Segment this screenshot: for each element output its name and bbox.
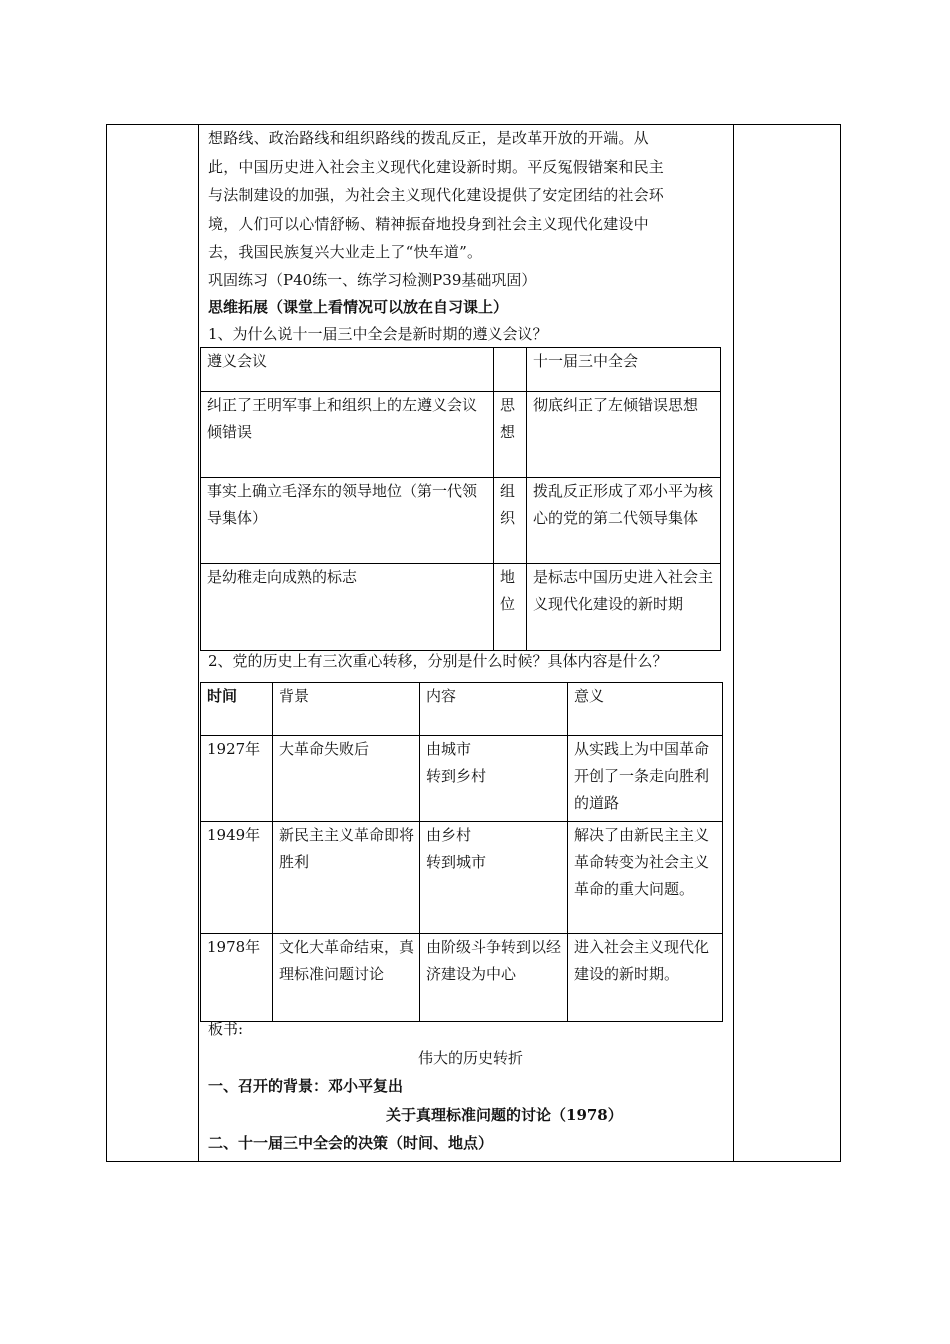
table-header-cell: 背景 [273,683,420,736]
table-cell: 1949年 [201,822,273,934]
table-row [201,348,721,392]
board-item-2: 二、十一届三中全会的决策（时间、地点） [208,1134,494,1152]
table-row [201,736,723,822]
table-cell: 进入社会主义现代化建设的新时期。 [568,934,723,1022]
board-item-1: 一、召开的背景：邓小平复出 [208,1077,404,1095]
table-header-cell: 时间 [201,683,273,736]
table-cell: 彻底纠正了左倾错误思想 [527,392,721,478]
practice-line: 巩固练习（P40练一、练学习检测P39基础巩固） [208,270,537,289]
comparison-table [200,347,721,651]
table-cell: 纠正了王明军事上和组织上的左遵义会议倾错误 [201,392,494,478]
table-cell: 是标志中国历史进入社会主义现代化建设的新时期 [527,564,721,651]
intro-line: 去，我国民族复兴大业走上了“快车道”。 [208,243,483,261]
intro-line: 此，中国历史进入社会主义现代化建设新时期。平反冤假错案和民主 [208,157,665,176]
board-notes [198,1016,733,1157]
table-cell: 事实上确立毛泽东的领导地位（第一代领导集体） [201,478,494,564]
table-cell: 地位 [494,564,527,651]
table-header-cell: 意义 [568,683,723,736]
table-row [201,822,723,934]
table-cell: 由乡村 转到城市 [420,822,568,934]
table-row [201,478,721,564]
table-cell: 是幼稚走向成熟的标志 [201,564,494,651]
extension-title: 思维拓展（课堂上看情况可以放在自习课上） [208,297,509,316]
table-cell: 文化大革命结束，真理标准问题讨论 [273,934,420,1022]
table-cell: 由阶级斗争转到以经济建设为中心 [420,934,568,1022]
table-cell: 从实践上为中国革命开创了一条走向胜利的道路 [568,736,723,822]
table-row [201,934,723,1022]
table-cell: 新民主主义革命即将胜利 [273,822,420,934]
table-header-cell: 十一届三中全会 [527,348,721,392]
intro-line: 境，人们可以心情舒畅、精神振奋地投身到社会主义现代化建设中 [208,214,649,233]
question-2: 2、党的历史上有三次重心转移，分别是什么时候？具体内容是什么？ [208,652,668,670]
table-header-cell: 内容 [420,683,568,736]
question-1: 1、为什么说十一届三中全会是新时期的遵义会议？ [208,324,548,343]
table-header-cell: 遵义会议 [201,348,494,392]
table-cell: 1978年 [201,934,273,1022]
main-content [198,124,733,348]
table-cell: 解决了由新民主主义革命转变为社会主义革命的重大问题。 [568,822,723,934]
question-2-block [198,648,733,675]
table-row [201,564,721,651]
table-cell: 大革命失败后 [273,736,420,822]
table-cell: 1927年 [201,736,273,822]
table-cell: 组织 [494,478,527,564]
table-header-cell [494,348,527,392]
intro-line: 与法制建设的加强，为社会主义现代化建设提供了安定团结的社会环 [208,186,665,204]
shift-table [200,682,723,1022]
board-title: 伟大的历史转折 [417,1049,523,1067]
table-cell: 由城市 转到乡村 [420,736,568,822]
table-cell: 拨乱反正形成了邓小平为核心的党的第二代领导集体 [527,478,721,564]
intro-paragraph [208,124,733,267]
column-divider [733,125,734,1161]
table-row [201,392,721,478]
table-cell: 思想 [494,392,527,478]
board-label: 板书: [208,1020,244,1038]
board-item-1b: 关于真理标准问题的讨论（1978） [386,1106,623,1124]
intro-line: 想路线、政治路线和组织路线的拨乱反正，是改革开放的开端。从 [208,129,649,147]
table-row [201,683,723,736]
